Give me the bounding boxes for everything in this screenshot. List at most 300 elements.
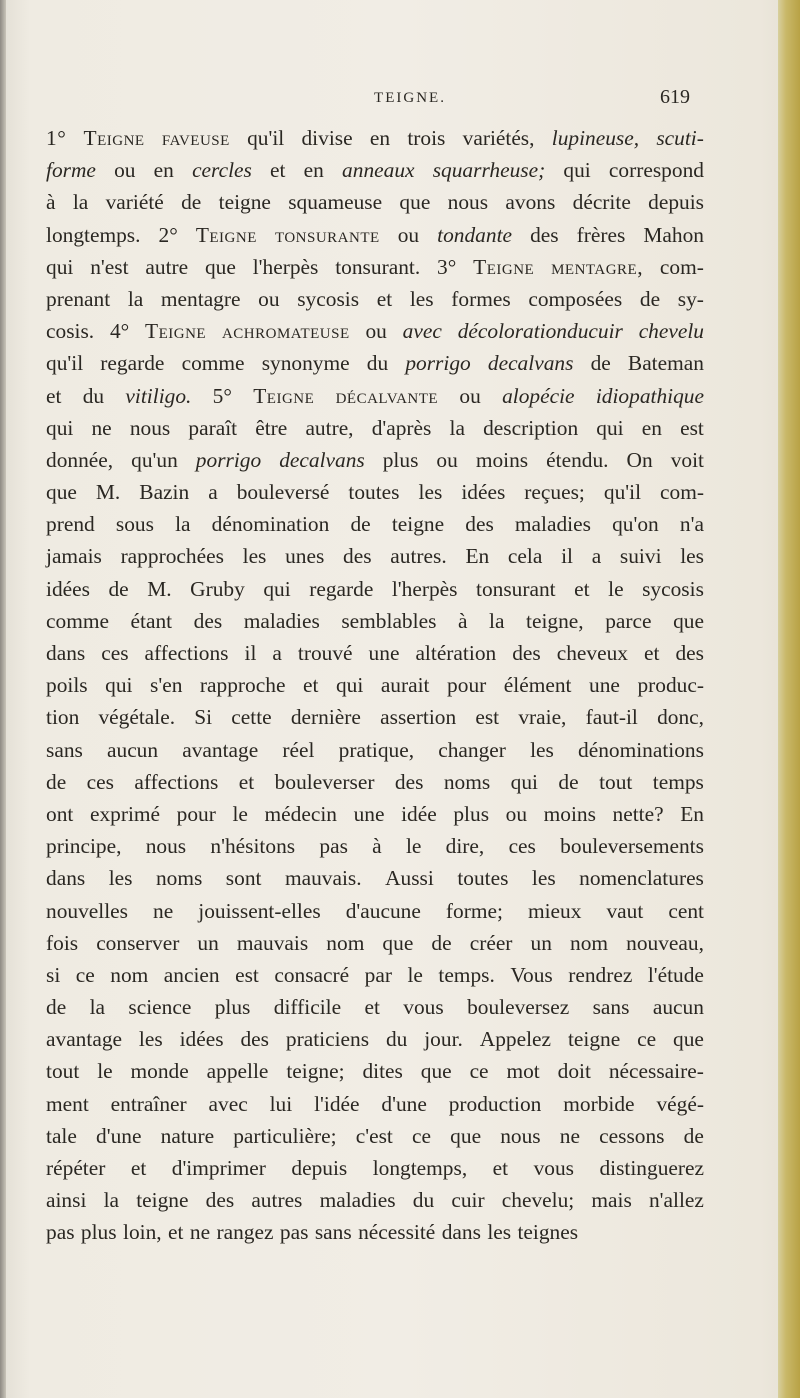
word: végé- (656, 1091, 704, 1116)
word: comme (181, 351, 245, 376)
word: qu'il (247, 126, 285, 150)
word: nom (110, 962, 149, 987)
word: et (644, 641, 660, 665)
word: parce (605, 608, 652, 633)
word: idée (401, 801, 437, 826)
word: tondante (437, 222, 513, 247)
word: le (405, 834, 422, 859)
word: frères (576, 222, 626, 247)
word: maladies (319, 1188, 396, 1213)
word: toutes (457, 866, 509, 891)
text-line (46, 476, 704, 508)
word: achromateuse (221, 319, 350, 344)
word: décolorationducuir (457, 319, 623, 344)
word: plus (214, 995, 251, 1020)
word: jouissent-elles (198, 898, 321, 923)
word: longtemps. (46, 222, 141, 247)
word: dernière (290, 705, 361, 730)
word: assertion (380, 705, 457, 730)
text-line (46, 895, 704, 927)
word: sycosis (642, 576, 704, 601)
word: prenant (46, 286, 111, 311)
word: sans (314, 1220, 352, 1245)
word: lupineuse, (551, 126, 640, 150)
word: mauvais (236, 930, 309, 955)
word: bouleversements (560, 834, 704, 859)
word: Mahon (643, 222, 704, 247)
word: affections (134, 769, 219, 794)
word: dans (441, 1220, 481, 1245)
word: rangez (216, 1220, 274, 1245)
word: ou (436, 447, 458, 472)
word: dénomination (211, 512, 330, 537)
word: bouleversez (467, 995, 570, 1020)
word: il (244, 641, 257, 665)
word: doit (557, 1059, 591, 1084)
text-line (46, 862, 704, 894)
word: cosis. (46, 319, 95, 344)
word: pour (447, 673, 487, 698)
word: n'hésitons (210, 834, 296, 859)
word: monde (130, 1059, 189, 1084)
text-line (46, 219, 704, 251)
word: lui (269, 1091, 293, 1116)
text-line (46, 734, 704, 766)
word: nous (447, 190, 489, 215)
word: les (487, 1220, 512, 1245)
word: avantage (46, 1027, 123, 1052)
word: ne (153, 898, 174, 923)
word: teignes (517, 1220, 579, 1245)
word: vous (533, 1156, 574, 1180)
word: Vous (510, 962, 553, 987)
word: est (680, 415, 704, 440)
word: l'idée (314, 1091, 360, 1116)
word: tion (46, 705, 80, 730)
word: aucun (652, 995, 704, 1020)
word: de (639, 286, 661, 311)
word: morbide (563, 1091, 635, 1116)
text-line (46, 1120, 704, 1152)
word: que (382, 930, 414, 955)
word: donc, (657, 705, 704, 730)
word: l'étude (647, 962, 704, 987)
page-spine-shadow (0, 0, 6, 1398)
word: changer (438, 737, 506, 762)
word: depuis (291, 1156, 348, 1180)
word: ou (114, 158, 136, 183)
body-text (46, 122, 704, 1249)
word: de (46, 995, 67, 1020)
word: de (590, 351, 611, 376)
word: l'herpès (391, 576, 458, 601)
word: 1° (46, 126, 67, 150)
word: cela (507, 544, 543, 569)
word: noms (443, 769, 491, 794)
word: scuti- (656, 126, 704, 150)
word: distinguerez (599, 1156, 704, 1180)
page-header (130, 86, 690, 110)
word: d'imprimer (171, 1156, 266, 1180)
word: tonsurant (476, 576, 556, 601)
word: bouleverser (274, 769, 375, 794)
word: élément (503, 673, 572, 698)
word: En (465, 544, 490, 569)
word: decalvans (487, 351, 574, 376)
word: qui (563, 158, 591, 183)
word: rapproche (199, 673, 286, 698)
word: temps. (438, 962, 495, 987)
word: ainsi (46, 1188, 87, 1213)
word: tout (599, 769, 633, 794)
word: ou (397, 222, 420, 247)
word: à (372, 834, 382, 859)
word: que (420, 1059, 452, 1084)
word: vaut (606, 898, 644, 923)
word: difficile (273, 995, 342, 1020)
word: étant (130, 608, 173, 633)
word: comme (46, 608, 109, 633)
word: Bazin (139, 480, 190, 505)
word: anneaux (342, 158, 415, 183)
word: teigne (218, 190, 271, 215)
word: décalvante (335, 383, 439, 408)
word: nette? (612, 801, 664, 826)
word: formes (451, 286, 511, 311)
word: que (399, 190, 431, 215)
word: ou (365, 319, 387, 344)
word: des (193, 608, 223, 633)
word: decalvans (279, 447, 365, 472)
word: autres. (390, 544, 447, 569)
word: ont (46, 801, 74, 826)
text-line (46, 380, 704, 412)
word: mais (591, 1188, 632, 1213)
word: en (641, 415, 662, 440)
word: science (128, 995, 192, 1020)
word: description (483, 415, 579, 440)
text-line (46, 412, 704, 444)
word: pas (319, 834, 348, 859)
word: dans (46, 641, 86, 665)
word: et (376, 286, 393, 311)
word: Si (194, 705, 213, 730)
word: nouvelles (46, 898, 128, 923)
word: la (127, 286, 144, 311)
word: squameuse (288, 190, 383, 215)
page-number: 619 (660, 86, 690, 108)
word: médecin (264, 801, 337, 826)
word: ces (101, 641, 129, 665)
word: a (591, 544, 602, 569)
word: et (302, 673, 319, 698)
word: une (368, 641, 400, 665)
word: qu'il (603, 480, 642, 505)
word: sous (115, 512, 154, 537)
word: ce (469, 1059, 489, 1084)
word: ne (189, 1220, 211, 1245)
word: avantage (182, 737, 259, 762)
word: alopécie (502, 383, 575, 408)
word: qui (510, 769, 538, 794)
word: un (530, 930, 552, 955)
word: de (431, 930, 452, 955)
word: du (385, 1027, 408, 1052)
word: qui (263, 576, 291, 601)
word: végétale. (98, 705, 176, 730)
text-line (46, 991, 704, 1023)
word: de (683, 1123, 704, 1148)
word: de (558, 769, 579, 794)
word: Teigne (83, 126, 145, 150)
word: en (303, 158, 324, 183)
word: mentagre, (551, 254, 644, 279)
word: ou (459, 383, 481, 408)
word: ou (258, 286, 280, 311)
word: par (364, 962, 392, 987)
word: tonsurante (274, 222, 380, 247)
word: le (608, 576, 624, 601)
text-line (46, 347, 704, 379)
word: bouleversé (236, 480, 330, 505)
word: appelle (206, 1059, 269, 1084)
word: les (531, 866, 556, 891)
word: avons (505, 190, 556, 215)
word: créer (469, 930, 513, 955)
word: suivi (619, 544, 662, 569)
word: forme (46, 158, 96, 183)
word: Gruby (190, 576, 245, 601)
word: Teigne (195, 222, 257, 247)
word: l'herpès (252, 254, 319, 279)
word: maladies (514, 512, 591, 537)
word: tout (46, 1059, 80, 1084)
word: 3° (437, 254, 457, 279)
word: en (153, 158, 174, 183)
word: que (673, 608, 704, 633)
word: En (680, 801, 704, 826)
word: dire, (445, 834, 485, 859)
word: exprimé (89, 801, 161, 826)
word: de (350, 512, 371, 537)
text-line (46, 959, 704, 991)
word: autre, (305, 415, 354, 440)
word: ou (505, 801, 528, 826)
word: correspond (608, 158, 704, 183)
word: nature (160, 1123, 215, 1148)
word: M. (95, 480, 121, 505)
word: produc- (637, 673, 704, 698)
word: principe, (46, 834, 122, 859)
word: avec (402, 319, 442, 344)
word: idiopathique (595, 383, 704, 408)
word: faut-il (585, 705, 638, 730)
word: M. (147, 576, 172, 601)
word: Appelez (479, 1027, 552, 1052)
text-line (46, 830, 704, 862)
text-line (46, 605, 704, 637)
word: cent (668, 898, 704, 923)
word: mauvais. (284, 866, 362, 891)
text-line (46, 573, 704, 605)
text-line (46, 637, 704, 669)
word: synonyme (261, 351, 350, 376)
text-line (46, 251, 704, 283)
word: ce (75, 962, 95, 987)
word: d'après (371, 415, 432, 440)
word: les (418, 480, 443, 505)
word: fois (46, 930, 79, 955)
word: plus (382, 447, 419, 472)
word: conserver (96, 930, 180, 955)
text-line (46, 1152, 704, 1184)
word: une (589, 673, 620, 698)
word: pratique, (338, 737, 415, 762)
word: On (626, 447, 653, 472)
word: ce (637, 1027, 657, 1052)
word: et (364, 995, 380, 1020)
word: une (353, 801, 385, 826)
word: la (103, 1188, 120, 1213)
word: teigne (136, 1188, 189, 1213)
word: plus (80, 1220, 117, 1245)
text-line (46, 315, 704, 347)
word: nous (129, 415, 171, 440)
word: qui (335, 673, 364, 698)
text-line (46, 186, 704, 218)
word: sy- (677, 286, 704, 311)
word: noms (155, 866, 203, 891)
word: cuir (451, 1188, 485, 1213)
word: s'en (150, 673, 183, 698)
word: Aussi (385, 866, 434, 891)
word: mieux (527, 898, 582, 923)
word: qu'on (612, 512, 659, 537)
word: répéter (46, 1156, 106, 1180)
text-line (46, 798, 704, 830)
word: loin, (123, 1220, 162, 1245)
word: praticiens (285, 1027, 370, 1052)
word: qui (596, 415, 624, 440)
text-line (46, 444, 704, 476)
word: nous (145, 834, 187, 859)
word: unes (285, 544, 325, 569)
word: semblables (341, 608, 437, 633)
word: ne (559, 1123, 580, 1148)
word: production (448, 1091, 542, 1116)
word: de (108, 576, 129, 601)
word: jamais (46, 544, 102, 569)
text-line (46, 1216, 704, 1248)
word: rapprochées (120, 544, 224, 569)
word: les (680, 544, 704, 569)
word: longtemps, (372, 1156, 468, 1180)
word: réel (282, 737, 315, 762)
running-head: TEIGNE. (374, 90, 446, 106)
word: altération (415, 641, 497, 665)
word: n'allez (648, 1188, 704, 1213)
word: Teigne (253, 383, 315, 408)
word: de (181, 190, 202, 215)
word: il (561, 544, 573, 569)
word: que (673, 1027, 704, 1052)
word: aurait (380, 673, 430, 698)
word: temps (652, 769, 704, 794)
word: voit (670, 447, 704, 472)
word: variétés, (462, 126, 535, 150)
word: idées (179, 1027, 224, 1052)
word: ne (91, 415, 112, 440)
word: des (343, 544, 372, 569)
word: teigne (391, 512, 445, 537)
word: ce (412, 1123, 432, 1148)
word: depuis (648, 190, 704, 215)
word: tonsurant. (335, 254, 421, 279)
word: des (394, 769, 424, 794)
word: cheveux (556, 641, 628, 665)
word: pas (279, 1220, 309, 1245)
word: particulière; (233, 1123, 337, 1148)
word: ancien (163, 962, 220, 987)
word: squarrheuse; (432, 158, 546, 183)
word: les (530, 737, 554, 762)
word: Bateman (627, 351, 704, 376)
word: nouveau, (626, 930, 704, 955)
word: forme; (445, 898, 503, 923)
word: rendrez (568, 962, 633, 987)
word: la (72, 190, 89, 215)
word: la (89, 995, 106, 1020)
text-line (46, 701, 704, 733)
word: variété (105, 190, 164, 215)
word: que (450, 1123, 482, 1148)
word: étendu. (546, 447, 609, 472)
text-line (46, 1184, 704, 1216)
text-line (46, 122, 704, 154)
text-line (46, 1055, 704, 1087)
word: être (255, 415, 288, 440)
word: des (205, 1188, 235, 1213)
word: la (175, 512, 191, 537)
word: vraie, (518, 705, 567, 730)
word: teigne, (526, 608, 584, 633)
word: aucun (107, 737, 159, 762)
word: vitiligo. (125, 383, 192, 408)
word: c'est (355, 1123, 393, 1148)
word: décrite (572, 190, 631, 215)
word: toutes (348, 480, 400, 505)
word: poils (46, 673, 88, 698)
word: tale (46, 1123, 77, 1148)
word: pas (46, 1220, 75, 1245)
word: nom (326, 930, 365, 955)
word: faveuse (161, 126, 230, 150)
word: qui (46, 254, 74, 279)
text-line (46, 508, 704, 540)
word: reçues; (524, 480, 585, 505)
word: autre (145, 254, 189, 279)
text-line (46, 154, 704, 186)
text-line (46, 1023, 704, 1055)
word: en (369, 126, 391, 150)
word: com- (660, 480, 704, 505)
text-line (46, 927, 704, 959)
word: les (108, 866, 133, 891)
word: les (242, 544, 267, 569)
word: nomenclatures (579, 866, 704, 891)
word: des (512, 641, 541, 665)
word: du (366, 351, 389, 376)
